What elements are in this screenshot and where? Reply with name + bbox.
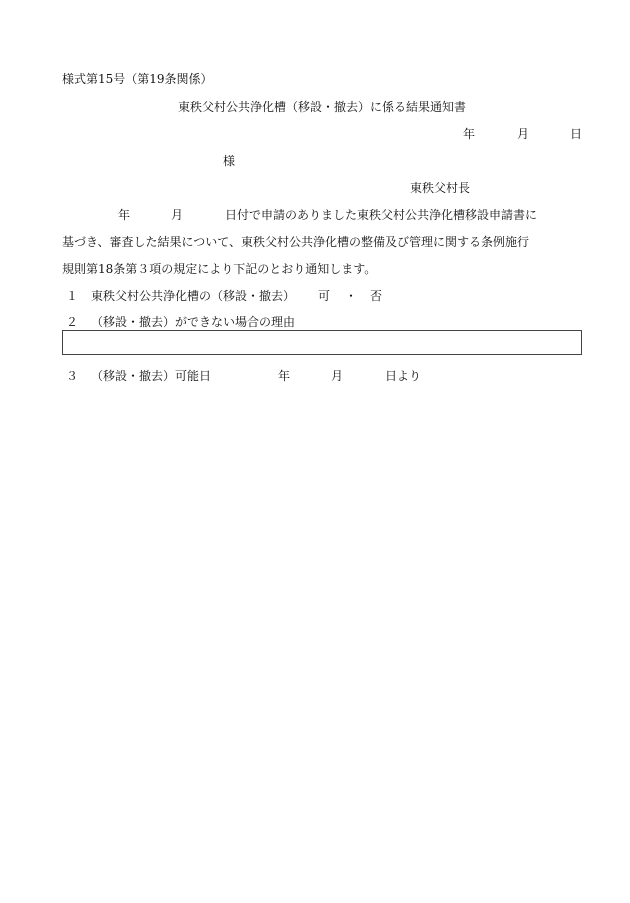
item3-number: ３ (66, 369, 79, 383)
recipient-suffix: 様 (223, 154, 236, 168)
reason-input-box[interactable] (62, 330, 582, 355)
item3-day-label: 日より (385, 369, 422, 383)
item1-number: １ (66, 289, 79, 303)
item1-reject-option[interactable]: 否 (370, 289, 383, 303)
body-line3: 規則第18条第３項の規定により下記のとおり通知します。 (62, 262, 377, 276)
item2-label: （移設・撤去）ができない場合の理由 (91, 315, 296, 329)
item1-separator: ・ (345, 289, 358, 303)
item1-approve-option[interactable]: 可 (318, 289, 331, 303)
issuer-name: 東秩父村長 (410, 181, 471, 195)
body-line2: 基づき、審査した結果について、東秩父村公共浄化槽の整備及び管理に関する条例施行 (62, 235, 530, 249)
item3-month-label: 月 (331, 369, 344, 383)
item2-number: ２ (66, 315, 79, 329)
item1-label: 東秩父村公共浄化槽の（移設・撤去） (91, 289, 296, 303)
item3-year-label: 年 (278, 369, 291, 383)
document-title: 東秩父村公共浄化槽（移設・撤去）に係る結果通知書 (178, 100, 467, 114)
form-number: 様式第15号（第19条関係） (62, 72, 213, 86)
date-month-label: 月 (517, 127, 530, 141)
date-day-label: 日 (570, 127, 583, 141)
body-line1-text: 日付で申請のありました東秩父村公共浄化槽移設申請書に (225, 208, 538, 222)
body-line1-month: 月 (171, 208, 184, 222)
item3-label: （移設・撤去）可能日 (91, 369, 212, 383)
date-year-label: 年 (463, 127, 476, 141)
body-line1-year: 年 (118, 208, 131, 222)
